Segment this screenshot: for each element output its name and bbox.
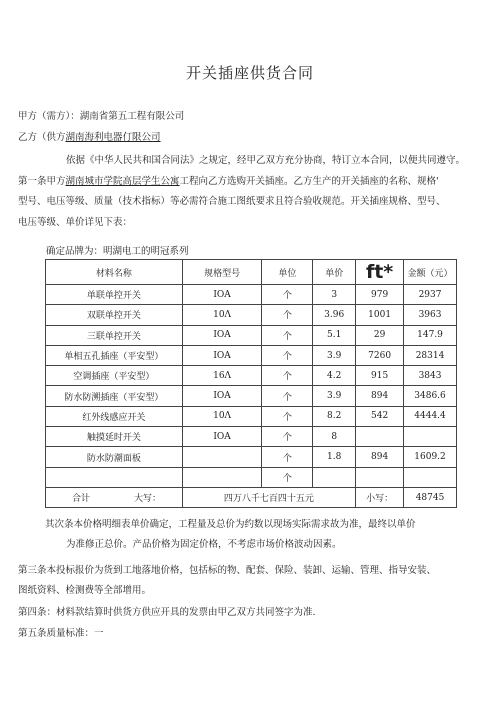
cell-model xyxy=(182,447,262,467)
cell-amount: 3486.6 xyxy=(404,386,457,406)
cell-quantity xyxy=(356,427,404,447)
cell-quantity xyxy=(356,467,404,487)
cell-unit: 个 xyxy=(262,285,313,305)
cell-unit: 个 xyxy=(262,447,313,467)
header-price: 单价 xyxy=(313,260,356,285)
cell-unit: 个 xyxy=(262,427,313,447)
clause-1-prefix: 第一条甲方 xyxy=(18,176,66,187)
cell-price: 8.2 xyxy=(313,406,356,426)
cell-model: 10Λ xyxy=(182,406,262,426)
cell-name: 防水防溯插座（平安型） xyxy=(46,386,183,406)
cell-amount: 4444.4 xyxy=(404,406,457,426)
cell-amount: 1609.2 xyxy=(404,447,457,467)
cell-unit: 个 xyxy=(262,386,313,406)
cell-quantity: 915 xyxy=(356,366,404,386)
table-header-row xyxy=(46,260,457,285)
cell-name: 空调插座（平安型） xyxy=(46,366,183,386)
party-a-line xyxy=(18,108,184,122)
table-row xyxy=(46,386,457,406)
cell-name: 单联单控开关 xyxy=(46,285,183,305)
project-name: 湖南城市学院高层学生公寓 xyxy=(65,176,180,187)
cell-model: IOA xyxy=(182,325,262,345)
cell-amount: 28314 xyxy=(404,345,457,365)
table-row xyxy=(46,366,457,386)
cell-quantity: 542 xyxy=(356,406,404,426)
cell-price xyxy=(313,467,356,487)
cell-name: 红外线感应开关 xyxy=(46,406,183,426)
header-model: 规格型号 xyxy=(182,260,262,285)
cell-unit: 个 xyxy=(262,467,313,487)
cell-amount: 147.9 xyxy=(404,325,457,345)
clause-1-line-2: 型号、电压等级、质量（技术指标）等必需符合施工图纸要求且符合验收规范。开关插座规格、型号、 xyxy=(18,196,446,207)
cell-model: IOA xyxy=(182,427,262,447)
cell-quantity: 7260 xyxy=(356,345,404,365)
cell-amount: 3843 xyxy=(404,366,457,386)
cell-unit: 个 xyxy=(262,325,313,345)
cell-name xyxy=(46,467,183,487)
cell-model: IOA xyxy=(182,386,262,406)
table-row xyxy=(46,285,457,305)
clause-2-line-1: 其次条本价格明细表单价确定，工程量及总价为约数以现场实际需求故为准，最终以单价 xyxy=(45,519,416,530)
lower-amount-value: 48745 xyxy=(404,487,457,507)
clause-1-line-3: 电压等级、单价详见下表： xyxy=(18,217,133,228)
brand-line: 确定品牌为：明湖电工的明冠系列 xyxy=(46,246,189,257)
party-b-label: 乙方（供方 xyxy=(18,132,66,143)
cell-name: 触摸延时开关 xyxy=(46,427,183,447)
table-row xyxy=(46,427,457,447)
cell-model: 10Λ xyxy=(182,305,262,325)
table-row xyxy=(46,447,457,467)
cell-quantity: 894 xyxy=(356,447,404,467)
clause-4: 第四条：材料款结算时供货方供应开具的发票由甲乙双方共同签字为准. xyxy=(18,607,316,618)
table-row xyxy=(46,406,457,426)
cell-unit: 个 xyxy=(262,305,313,325)
header-unit: 单位 xyxy=(262,260,313,285)
cell-amount xyxy=(404,427,457,447)
cell-quantity: 979 xyxy=(356,285,404,305)
cell-price: 5.1 xyxy=(313,325,356,345)
clause-3-line-2: 图纸资料、检测费等全部增用。 xyxy=(18,585,152,596)
total-label: 合计 xyxy=(72,494,91,505)
cell-name: 三联单控开关 xyxy=(46,325,183,345)
party-a-value: 湖南省第五工程有限公司 xyxy=(79,111,185,122)
clause-1-suffix: 工程向乙方选购开关插座。乙方生产的开关插座的名称、规格' xyxy=(179,176,439,187)
table-row xyxy=(46,345,457,365)
cell-price: 3.96 xyxy=(313,305,356,325)
clause-3-line-1: 第三条本投标报价为货到工地落地价格，包括标的物、配套、保险、装卸、运输、管理、指导安装、 xyxy=(18,565,437,576)
cell-unit: 个 xyxy=(262,366,313,386)
cell-model: IOA xyxy=(182,345,262,365)
cell-amount: 2937 xyxy=(404,285,457,305)
cell-unit: 个 xyxy=(262,406,313,426)
table-row xyxy=(46,305,457,325)
clause-2-line-2: 为准修正总价。产品价格为固定价格，不考虑市场价格波动因素。 xyxy=(66,539,342,550)
header-amount: 金额（元） xyxy=(404,260,457,285)
cell-model: IOA xyxy=(182,285,262,305)
document-title: 开关插座供货合同 xyxy=(185,64,314,82)
cell-quantity: 894 xyxy=(356,386,404,406)
price-table xyxy=(45,259,457,508)
header-quantity: ft* xyxy=(356,260,404,285)
table-total-row xyxy=(46,487,457,507)
cell-model xyxy=(182,467,262,487)
upper-amount-value: 四万八千七百四十五元 xyxy=(182,487,355,507)
cell-price: 3.9 xyxy=(313,345,356,365)
party-b-line xyxy=(18,129,161,143)
cell-amount xyxy=(404,467,457,487)
clause-5: 第五条质量标准：一 xyxy=(18,628,104,639)
cell-price: 1.8 xyxy=(313,447,356,467)
cell-price: 4.2 xyxy=(313,366,356,386)
party-b-value: 湖南海利电器仃限公司 xyxy=(65,132,161,143)
total-cell xyxy=(46,487,183,507)
contract-basis-paragraph: 依据《中华人民共和国合同法》之规定，经甲乙双方充分协商，特订立本合同，以便共同遵守。 xyxy=(66,155,466,166)
cell-price: 3.9 xyxy=(313,386,356,406)
cell-unit: 个 xyxy=(262,345,313,365)
cell-quantity: 29 xyxy=(356,325,404,345)
header-name: 材料名称 xyxy=(46,260,183,285)
cell-amount: 3963 xyxy=(404,305,457,325)
cell-name: 单相五孔插座（平安型） xyxy=(46,345,183,365)
cell-name: 双联单控开关 xyxy=(46,305,183,325)
cell-price: 8 xyxy=(313,427,356,447)
table-row xyxy=(46,325,457,345)
clause-1-line-1 xyxy=(18,173,439,187)
lower-amount-label: 小写： xyxy=(356,487,404,507)
cell-quantity: 1001 xyxy=(356,305,404,325)
table-row xyxy=(46,467,457,487)
cell-model: 16Λ xyxy=(182,366,262,386)
cell-name: 防水防潮面板 xyxy=(46,447,183,467)
party-a-label: 甲方（需方）： xyxy=(18,111,80,122)
cell-price: 3 xyxy=(313,285,356,305)
upper-amount-label: 大写： xyxy=(134,494,162,505)
